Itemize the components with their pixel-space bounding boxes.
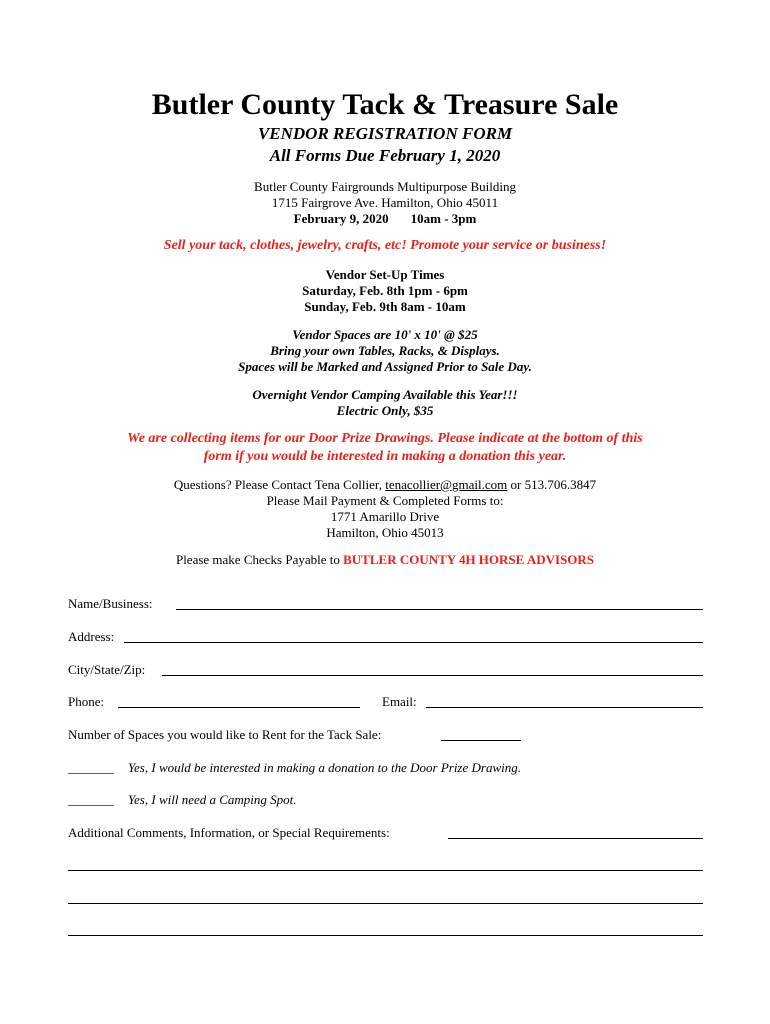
- spaces-count-input-line[interactable]: [441, 740, 521, 741]
- questions-suffix: or 513.706.3847: [507, 477, 597, 492]
- checks-payee: BUTLER COUNTY 4H HORSE ADVISORS: [343, 552, 595, 567]
- event-time: 10am - 3pm: [410, 211, 477, 226]
- spaces-assigned: Spaces will be Marked and Assigned Prior to Sale Day.: [238, 359, 532, 374]
- address-label: Address:: [68, 629, 115, 644]
- email-input-line[interactable]: [426, 707, 703, 708]
- city-state-zip-input-line[interactable]: [162, 675, 703, 676]
- comments-input-line-4[interactable]: [68, 935, 703, 936]
- spaces-count-label: Number of Spaces you would like to Rent for the Tack Sale:: [68, 727, 382, 742]
- name-input-line[interactable]: [176, 609, 703, 610]
- camping-available: Overnight Vendor Camping Available this Year!!!: [252, 387, 518, 402]
- checks-payable-line: [0, 552, 770, 568]
- camping-price: Electric Only, $35: [336, 403, 434, 418]
- door-prize-text-2: form if you would be interested in making a donation this year.: [203, 449, 567, 464]
- event-date-time: [0, 211, 770, 227]
- questions-prefix: Questions? Please Contact Tena Collier,: [173, 477, 386, 492]
- form-subtitle: VENDOR REGISTRATION FORM: [257, 124, 513, 143]
- mail-street: 1771 Amarillo Drive: [330, 509, 440, 524]
- promo-text: Sell your tack, clothes, jewelry, crafts, etc! Promote your service or business!: [163, 238, 607, 253]
- comments-label: Additional Comments, Information, or Special Requirements:: [68, 825, 390, 840]
- comments-input-line-2[interactable]: [68, 870, 703, 871]
- page-title: Butler County Tack & Treasure Sale: [151, 88, 619, 121]
- address-input-line[interactable]: [124, 642, 703, 643]
- email-label: Email:: [382, 694, 417, 709]
- bring-displays: Bring your own Tables, Racks, & Displays.: [270, 343, 500, 358]
- name-label: Name/Business:: [68, 596, 153, 611]
- phone-input-line[interactable]: [118, 707, 360, 708]
- mail-instructions: Please Mail Payment & Completed Forms to:: [266, 493, 504, 508]
- city-state-zip-label: City/State/Zip:: [68, 662, 146, 677]
- due-date: All Forms Due February 1, 2020: [269, 146, 501, 165]
- contact-email-link[interactable]: tenacollier@gmail.com: [385, 477, 508, 492]
- venue-name: Butler County Fairgrounds Multipurpose Building: [254, 179, 516, 194]
- camping-blank[interactable]: _______: [68, 792, 114, 807]
- space-size-price: Vendor Spaces are 10' x 10' @ $25: [292, 327, 478, 342]
- setup-sunday: Sunday, Feb. 9th 8am - 10am: [304, 299, 466, 314]
- donation-option-label: Yes, I would be interested in making a donation to the Door Prize Drawing.: [128, 760, 521, 775]
- phone-label: Phone:: [68, 694, 105, 709]
- venue-address: 1715 Fairgrove Ave. Hamilton, Ohio 45011: [271, 195, 499, 210]
- camping-option-label: Yes, I will need a Camping Spot.: [128, 792, 297, 807]
- event-date: February 9, 2020: [293, 211, 389, 226]
- door-prize-text-1: We are collecting items for our Door Prize Drawings. Please indicate at the bottom of this: [127, 431, 643, 446]
- donation-blank[interactable]: _______: [68, 760, 114, 775]
- comments-input-line-1[interactable]: [448, 838, 703, 839]
- setup-heading: Vendor Set-Up Times: [325, 267, 445, 282]
- checks-prefix: Please make Checks Payable to: [175, 552, 344, 567]
- comments-input-line-3[interactable]: [68, 903, 703, 904]
- questions-line: [0, 477, 770, 493]
- setup-saturday: Saturday, Feb. 8th 1pm - 6pm: [302, 283, 468, 298]
- mail-city: Hamilton, Ohio 45013: [326, 525, 444, 540]
